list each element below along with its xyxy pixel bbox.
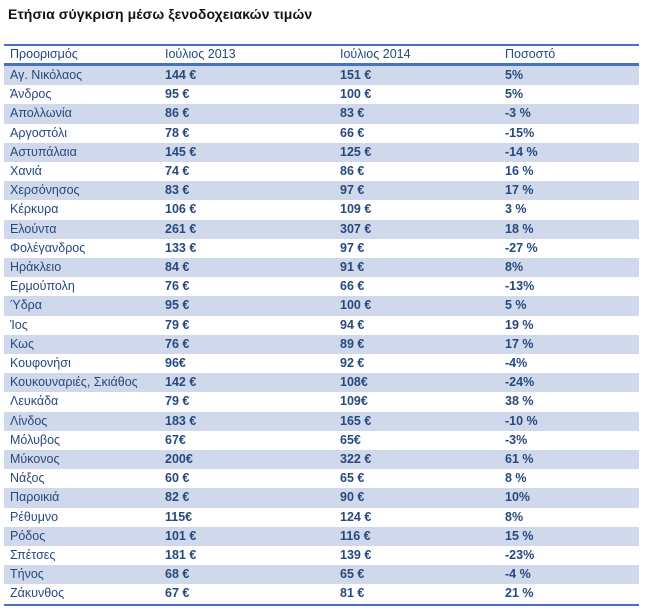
- cell-destination: Ρέθυμνο: [10, 509, 59, 524]
- table-row: [4, 450, 639, 469]
- cell-percent-change: -4%: [505, 356, 528, 371]
- cell-percent-change: -13%: [505, 279, 535, 294]
- cell-destination: Νάξος: [10, 471, 45, 486]
- cell-price-july-2014: 94 €: [340, 317, 365, 332]
- cell-percent-change: 15 %: [505, 528, 534, 543]
- cell-destination: Αστυπάλαια: [10, 144, 77, 159]
- cell-price-july-2014: 139 €: [340, 548, 372, 563]
- cell-percent-change: 8%: [505, 260, 524, 275]
- cell-percent-change: -23%: [505, 548, 535, 563]
- cell-destination: Μύκονος: [10, 452, 60, 467]
- cell-price-july-2013: 96€: [165, 356, 186, 371]
- cell-percent-change: 19 %: [505, 317, 534, 332]
- cell-price-july-2013: 78 €: [165, 125, 190, 140]
- table-row: [4, 85, 639, 104]
- cell-percent-change: 5%: [505, 87, 524, 102]
- cell-percent-change: -3 %: [505, 106, 531, 121]
- cell-percent-change: -27 %: [505, 240, 538, 255]
- cell-percent-change: 38 %: [505, 394, 534, 409]
- cell-percent-change: 17 %: [505, 336, 534, 351]
- table-row: [4, 584, 639, 604]
- cell-percent-change: 21 %: [505, 584, 639, 604]
- cell-price-july-2013: 261 €: [165, 221, 197, 236]
- col-header-destination: Προορισμός: [4, 45, 165, 65]
- table-row: [4, 412, 639, 431]
- cell-percent-change: 5%: [505, 68, 524, 82]
- cell-price-july-2014: 90 €: [340, 490, 365, 505]
- cell-percent-change: 61 %: [505, 452, 534, 467]
- table-row: [4, 354, 639, 373]
- cell-destination: Λευκάδα: [10, 394, 59, 409]
- cell-destination: Λίνδος: [10, 413, 48, 428]
- cell-price-july-2013: 115€: [165, 509, 193, 524]
- cell-price-july-2013: 79 €: [165, 394, 190, 409]
- cell-price-july-2013: 183 €: [165, 413, 197, 428]
- cell-price-july-2014: 124 €: [340, 509, 372, 524]
- cell-destination: Φολέγανδρος: [10, 240, 86, 255]
- col-header-july-2014: Ιούλιος 2014: [340, 45, 505, 65]
- cell-price-july-2013: 101 €: [165, 528, 197, 543]
- table-row: [4, 488, 639, 507]
- cell-percent-change: 10%: [505, 490, 531, 505]
- cell-price-july-2013: 68 €: [165, 567, 190, 582]
- cell-percent-change: 3 %: [505, 202, 527, 217]
- cell-price-july-2014: 109 €: [340, 202, 372, 217]
- cell-price-july-2014: 100 €: [340, 298, 372, 313]
- table-row: [4, 200, 639, 219]
- table-row: [4, 296, 639, 315]
- cell-destination: Τήνος: [10, 567, 44, 582]
- cell-percent-change: 18 %: [505, 221, 534, 236]
- cell-destination: Ελούντα: [10, 221, 57, 236]
- cell-price-july-2014: 97 €: [340, 183, 365, 198]
- table-row: [4, 527, 639, 546]
- cell-price-july-2013: 60 €: [165, 471, 190, 486]
- cell-destination: Χανιά: [10, 164, 42, 179]
- cell-price-july-2014: 91 €: [340, 260, 365, 275]
- cell-percent-change: -4 %: [505, 567, 531, 582]
- table-row: [4, 546, 639, 565]
- cell-percent-change: 5 %: [505, 298, 527, 313]
- table-row: [4, 65, 639, 86]
- cell-price-july-2014: 65€: [340, 432, 361, 447]
- cell-destination: Ίος: [10, 317, 28, 332]
- cell-price-july-2014: 81 €: [340, 584, 505, 604]
- table-row: [4, 258, 639, 277]
- table-row: [4, 104, 639, 123]
- cell-percent-change: 8%: [505, 509, 524, 524]
- table-header-row: [4, 45, 639, 65]
- cell-price-july-2014: 86 €: [340, 164, 365, 179]
- cell-price-july-2014: 65 €: [340, 567, 365, 582]
- cell-destination: Παροικιά: [10, 490, 60, 505]
- hotel-price-comparison-table: [4, 44, 639, 606]
- table-row: [4, 316, 639, 335]
- cell-percent-change: 17 %: [505, 183, 534, 198]
- table-row: [4, 565, 639, 584]
- cell-percent-change: -15%: [505, 125, 535, 140]
- cell-price-july-2014: 108€: [340, 375, 368, 390]
- cell-percent-change: -10 %: [505, 413, 538, 428]
- cell-price-july-2013: 106 €: [165, 202, 197, 217]
- cell-price-july-2014: 83 €: [340, 106, 365, 121]
- cell-destination: Αργοστόλι: [10, 125, 68, 140]
- cell-price-july-2013: 76 €: [165, 336, 190, 351]
- cell-percent-change: 16 %: [505, 164, 534, 179]
- cell-price-july-2014: 92 €: [340, 356, 365, 371]
- cell-price-july-2013: 76 €: [165, 279, 190, 294]
- table-row: [4, 143, 639, 162]
- cell-price-july-2013: 74 €: [165, 164, 190, 179]
- cell-price-july-2014: 65 €: [340, 471, 365, 486]
- cell-price-july-2013: 67 €: [165, 584, 340, 604]
- page-title: Ετήσια σύγκριση μέσω ξενοδοχειακών τιμών: [8, 6, 313, 22]
- cell-price-july-2013: 67€: [165, 432, 186, 447]
- cell-price-july-2014: 97 €: [340, 240, 365, 255]
- cell-destination: Άνδρος: [10, 87, 52, 102]
- table-row: [4, 508, 639, 527]
- cell-price-july-2013: 79 €: [165, 317, 190, 332]
- cell-percent-change: -24%: [505, 375, 535, 390]
- cell-destination: Αγ. Νικόλαος: [10, 68, 83, 82]
- cell-destination: Ηράκλειο: [10, 260, 62, 275]
- cell-price-july-2013: 84 €: [165, 260, 190, 275]
- table-row: [4, 162, 639, 181]
- cell-price-july-2013: 95 €: [165, 298, 190, 313]
- cell-price-july-2014: 66 €: [340, 279, 365, 294]
- table-header: [4, 45, 639, 65]
- cell-destination: Κουκουναριές, Σκιάθος: [10, 375, 138, 390]
- table-row: [4, 124, 639, 143]
- cell-price-july-2014: 125 €: [340, 144, 372, 159]
- table-row: [4, 392, 639, 411]
- table-row: [4, 373, 639, 392]
- cell-destination: Σπέτσες: [10, 548, 56, 563]
- cell-price-july-2014: 66 €: [340, 125, 365, 140]
- cell-price-july-2013: 83 €: [165, 183, 190, 198]
- table-row: [4, 431, 639, 450]
- col-header-percent: Ποσοστό: [505, 45, 639, 65]
- table-row: [4, 181, 639, 200]
- cell-price-july-2013: 200€: [165, 452, 193, 467]
- table-row: [4, 220, 639, 239]
- cell-price-july-2014: 151 €: [340, 68, 372, 82]
- cell-percent-change: -14 %: [505, 144, 538, 159]
- cell-price-july-2014: 322 €: [340, 452, 372, 467]
- cell-price-july-2013: 144 €: [165, 68, 197, 82]
- cell-price-july-2014: 165 €: [340, 413, 372, 428]
- col-header-july-2013: Ιούλιος 2013: [165, 45, 340, 65]
- cell-destination: Κουφονήσι: [10, 356, 71, 371]
- cell-price-july-2013: 181 €: [165, 548, 197, 563]
- cell-price-july-2014: 109€: [340, 394, 368, 409]
- cell-destination: Κως: [10, 336, 34, 351]
- cell-destination: Μόλυβος: [10, 432, 61, 447]
- cell-destination: Ρόδος: [10, 528, 46, 543]
- cell-price-july-2013: 145 €: [165, 144, 197, 159]
- cell-price-july-2013: 86 €: [165, 106, 190, 121]
- cell-price-july-2014: 89 €: [340, 336, 365, 351]
- table-row: [4, 335, 639, 354]
- cell-destination: Χερσόνησος: [10, 183, 80, 198]
- cell-destination: Κέρκυρα: [10, 202, 59, 217]
- cell-percent-change: -3%: [505, 432, 528, 447]
- cell-destination: Ζάκυνθος: [4, 584, 165, 604]
- table-row: [4, 277, 639, 296]
- cell-destination: Απολλωνία: [10, 106, 72, 121]
- cell-percent-change: 8 %: [505, 471, 527, 486]
- cell-price-july-2014: 307 €: [340, 221, 372, 236]
- cell-price-july-2013: 82 €: [165, 490, 190, 505]
- cell-price-july-2013: 142 €: [165, 375, 197, 390]
- cell-price-july-2014: 116 €: [340, 528, 371, 543]
- table-row: [4, 239, 639, 258]
- cell-destination: Ύδρα: [10, 298, 42, 313]
- table-body: [4, 65, 639, 605]
- cell-price-july-2014: 100 €: [340, 87, 372, 102]
- table-row: [4, 469, 639, 488]
- cell-price-july-2013: 95 €: [165, 87, 190, 102]
- cell-price-july-2013: 133 €: [165, 240, 197, 255]
- cell-destination: Ερμούπολη: [10, 279, 75, 294]
